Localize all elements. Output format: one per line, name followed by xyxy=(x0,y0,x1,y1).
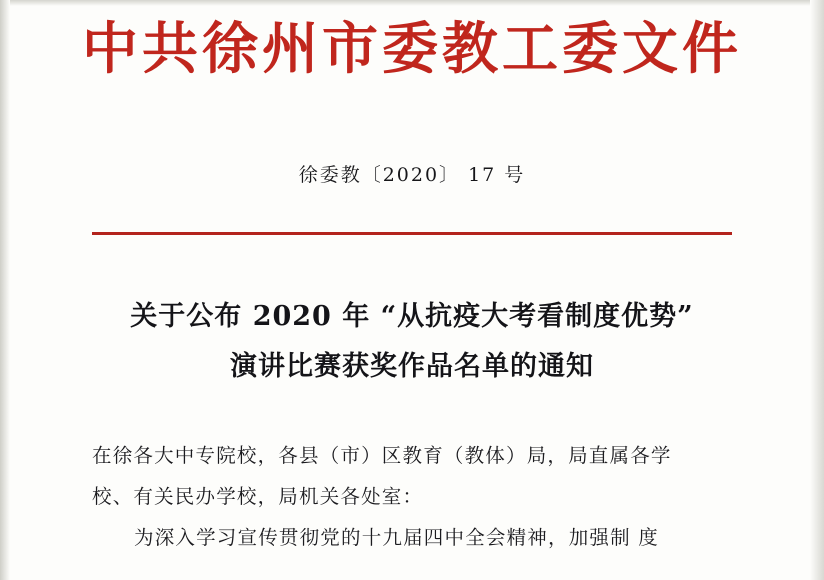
document-body xyxy=(92,436,736,559)
document-title-line-1: 关于公布 2020 年 “从抗疫大考看制度优势” xyxy=(130,301,694,332)
document-title xyxy=(0,292,824,392)
body-line: 校、有关民办学校，局机关各处室： xyxy=(92,484,424,508)
red-divider-rule xyxy=(92,232,732,235)
document-header-title: 中共徐州市委教工委文件 xyxy=(82,16,742,82)
body-line: 为深入学习宣传贯彻党的十九届四中全会精神，加强制 度 xyxy=(134,525,659,549)
document-number: 徐委教〔2020〕 17 号 xyxy=(298,164,526,186)
scan-edge-right xyxy=(810,0,824,580)
scan-edge-left xyxy=(0,0,10,580)
document-title-line-2: 演讲比赛获奖作品名单的通知 xyxy=(230,350,594,382)
body-line: 在徐各大中专院校，各县（市）区教育（教体）局，局直属各学 xyxy=(92,444,672,467)
scan-edge-top xyxy=(0,0,824,6)
